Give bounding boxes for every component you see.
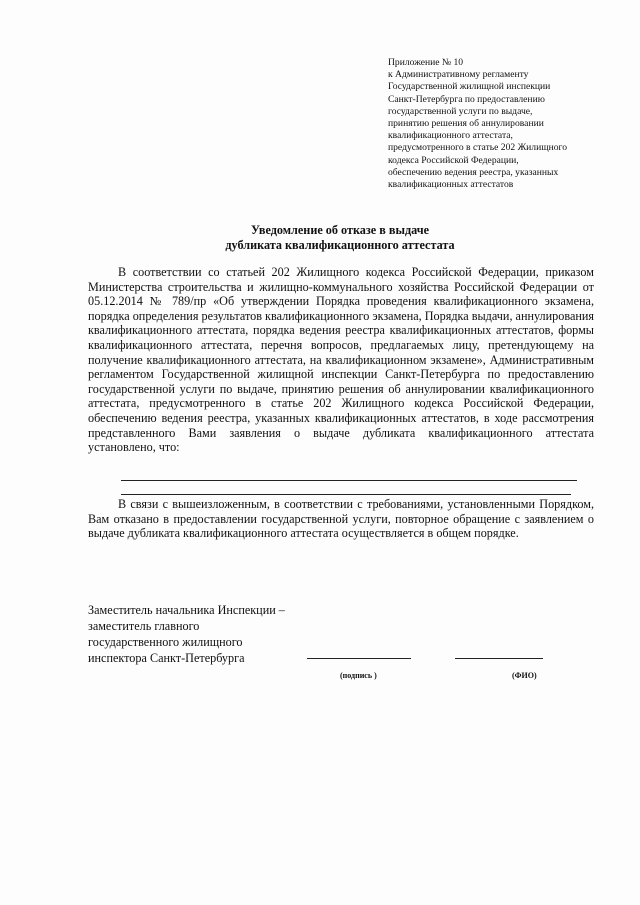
signatory-line: Заместитель начальника Инспекции – <box>88 603 285 617</box>
appendix-line: Приложение № 10 <box>388 57 464 68</box>
appendix-line: государственной услуги по выдаче, <box>388 105 533 117</box>
body-paragraph-1: В соответствии со статьей 202 Жилищного кодекса Российской Федерации, приказом Министерства строительства и жилищно-коммунального хозяйства Российской Федерации от 05.12.2014 № 789/пр «Об утверждении Порядка проведения квалификационного экзамена, порядка определения результатов квалификационного экзамена, Порядка выдачи, аннулирования квалификационного аттестата, порядка ведения реестра квалификационных аттестатов, формы квалификационного аттестата, перечня вопросов, предлагаемых лицу, претендующему на получение квалификационного аттестата, на квалификационном экзамене», Административным регламентом Государственной жилищной инспекции Санкт-Петербурга по предоставлению государственной услуги по выдаче, принятию решения об аннулировании квалификационного аттестата, предусмотренного в статье 202 Жилищного кодекса Российской Федерации, обеспечению ведения реестра, указанных квалификационных аттестатов, в ходе рассмотрения представленного Вами заявления о выдаче дубликата квалификационного аттестата установлено, что: <box>88 265 594 455</box>
body-paragraph-2: В связи с вышеизложенным, в соответствии с требованиями, установленными Порядком, Вам отказано в предоставлении государственной услуги, повторное обращение с заявлением о выдаче дубликата квалификационного аттестата осуществляется в общем порядке. <box>88 497 594 541</box>
appendix-line: Санкт-Петербурга по предоставлению <box>388 93 545 105</box>
fill-in-line <box>121 480 577 481</box>
signatory-line: заместитель главного <box>88 619 200 633</box>
title-line-1: Уведомление об отказе в выдаче <box>250 223 430 237</box>
document-title <box>180 223 500 253</box>
name-line <box>455 658 543 659</box>
signatory-line: инспектора Санкт-Петербурга <box>88 651 245 665</box>
signatory-line: государственного жилищного <box>88 635 243 649</box>
signatory-title <box>88 602 285 666</box>
appendix-line: Государственной жилищной инспекции <box>388 81 551 93</box>
appendix-line: кодекса Российской Федерации, <box>388 154 519 166</box>
title-line-2: дубликата квалификационного аттестата <box>225 238 455 252</box>
appendix-line: квалификационных аттестатов <box>388 179 514 191</box>
name-caption: (ФИО) <box>512 671 537 680</box>
signature-caption: (подпись ) <box>340 671 377 680</box>
fill-in-line <box>121 494 571 495</box>
appendix-line: предусмотренного в статье 202 Жилищного <box>388 142 568 154</box>
appendix-line: обеспечению ведения реестра, указанных <box>388 166 559 178</box>
appendix-line: квалификационного аттестата, <box>388 130 513 142</box>
appendix-line: принятию решения об аннулировании <box>388 118 544 130</box>
signature-line <box>307 658 411 659</box>
appendix-line: к Административному регламенту <box>388 69 529 81</box>
appendix-note <box>388 57 608 191</box>
